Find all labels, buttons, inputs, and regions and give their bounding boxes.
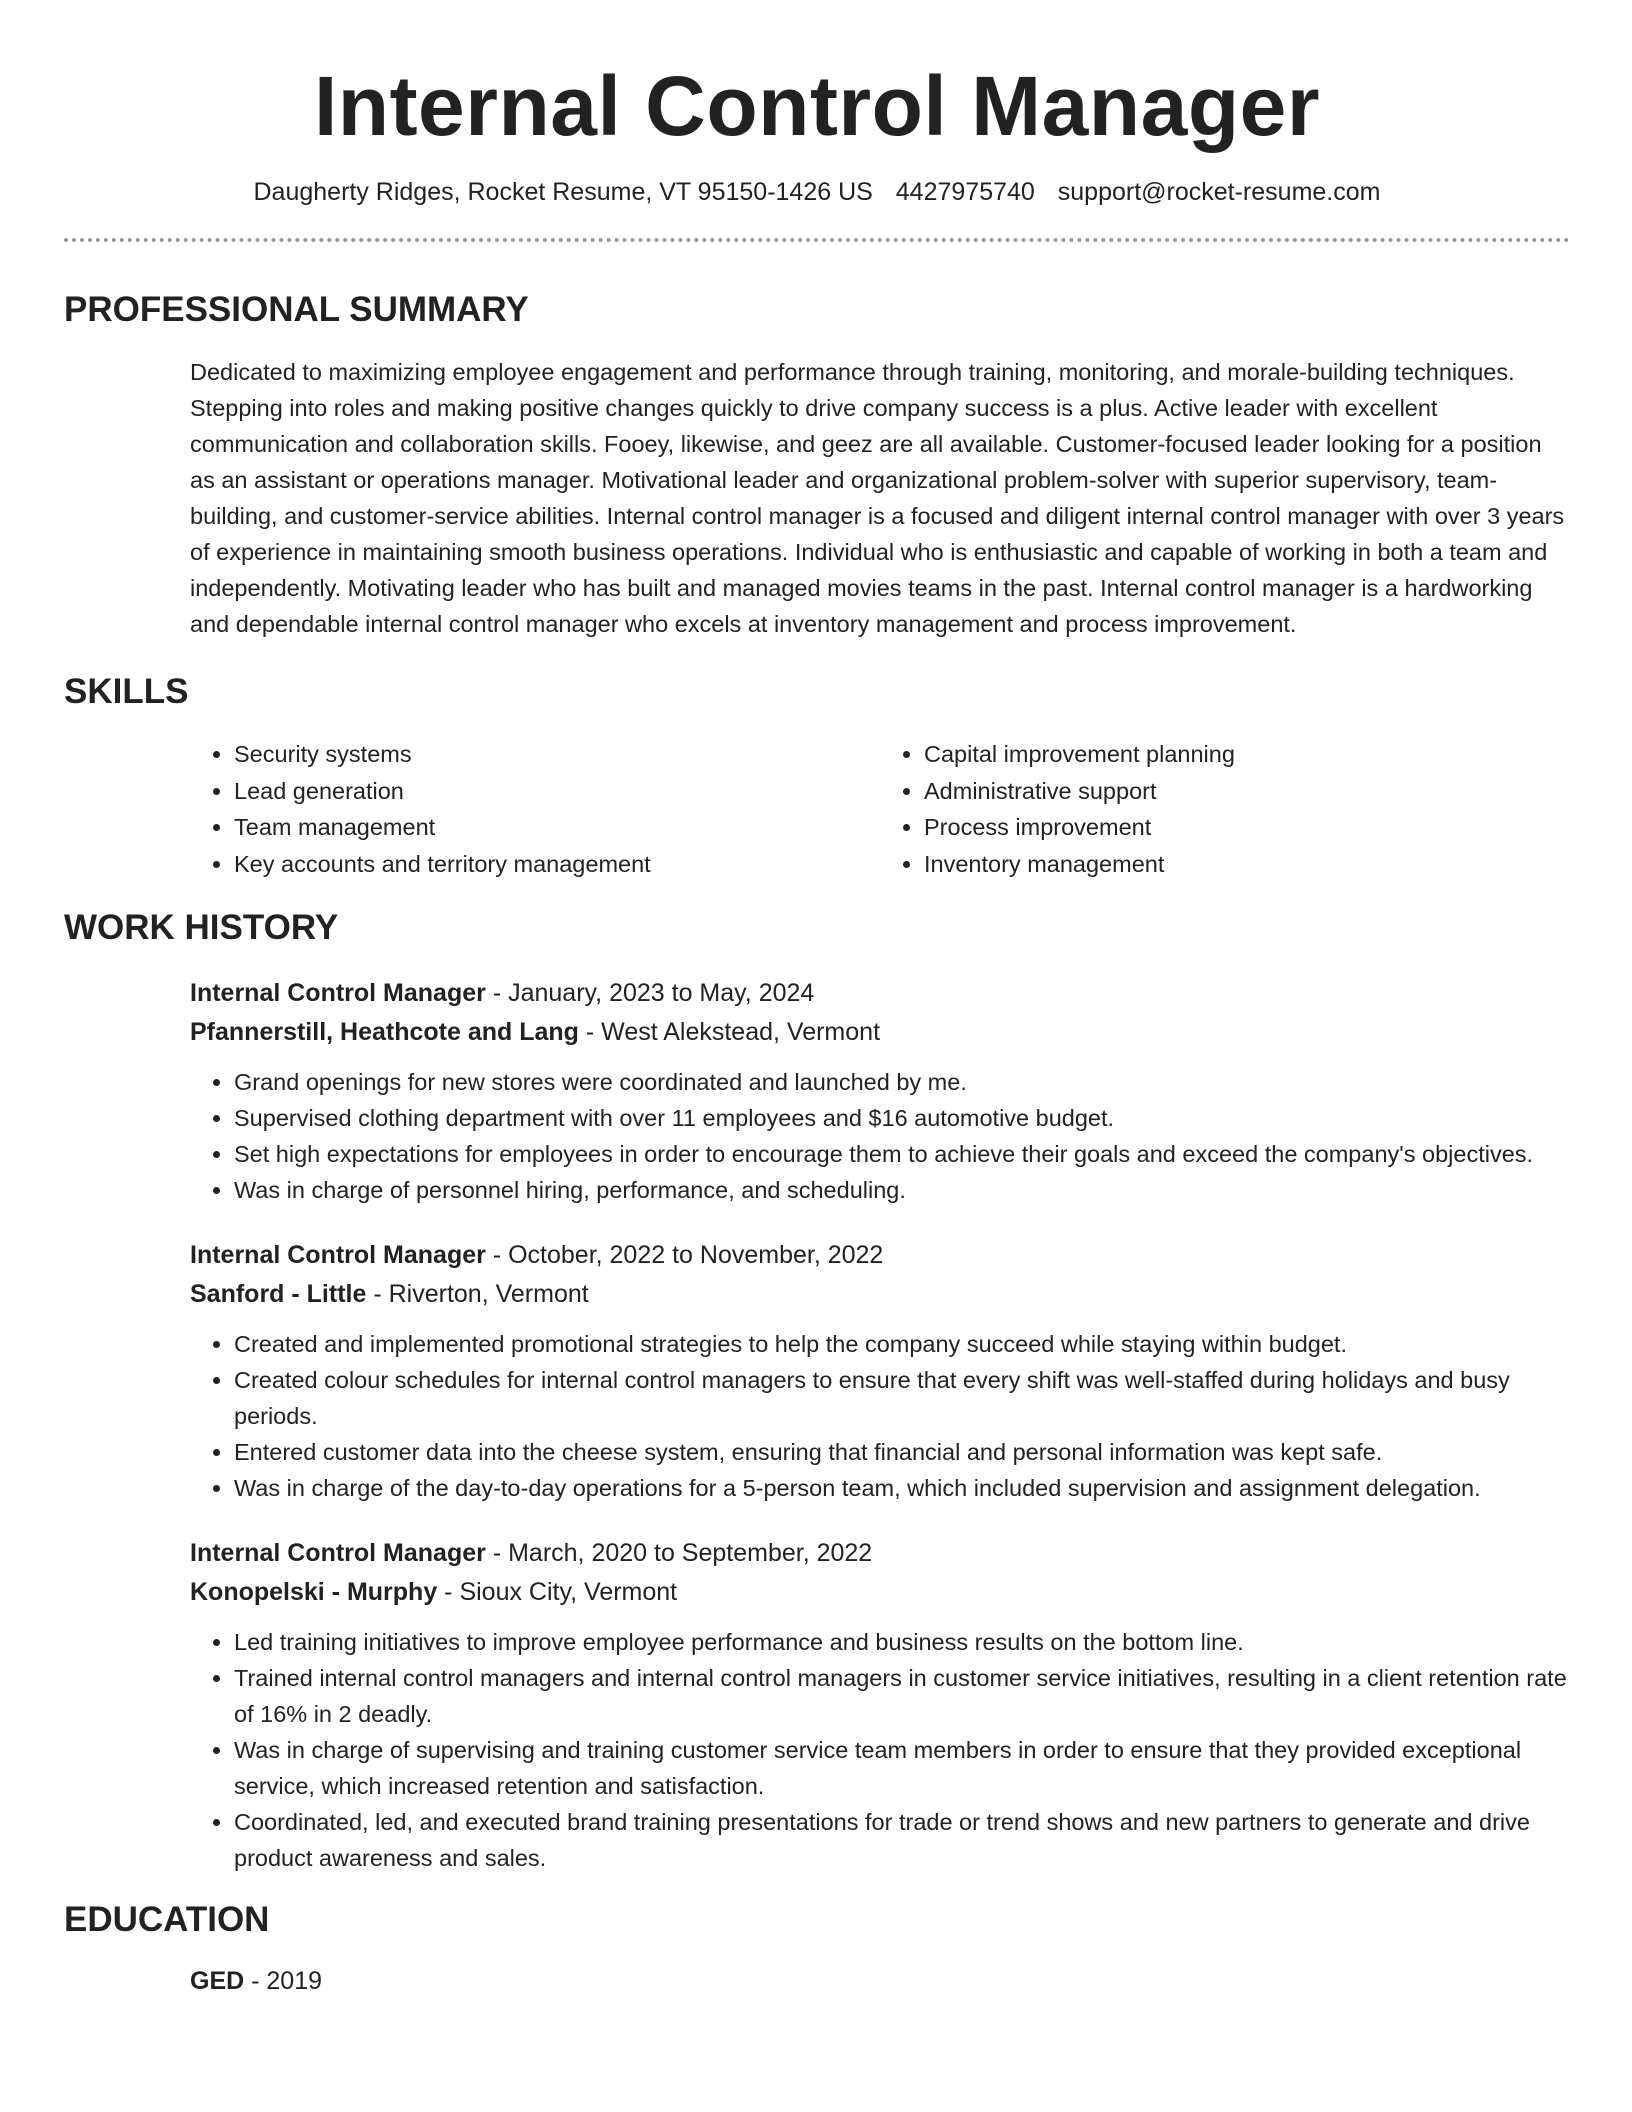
job-company-line (190, 1013, 1570, 1052)
job-role: Internal Control Manager (190, 1539, 486, 1567)
job-company-line (190, 1573, 1570, 1612)
job-company-line (190, 1275, 1570, 1314)
job-dates: - January, 2023 to May, 2024 (485, 979, 815, 1007)
skill-item: • Administrative support (924, 773, 1570, 810)
education-degree: GED (190, 1967, 245, 1995)
job-role: Internal Control Manager (190, 979, 486, 1007)
skill-item: • Security systems (234, 736, 880, 773)
skills-heading: SKILLS (64, 672, 189, 711)
job-bullet: • Grand openings for new stores were coordinated and launched by me. (234, 1064, 1570, 1100)
job-bullet: • Set high expectations for employees in order to encourage them to achieve their goals and exceed the company's objectives. (234, 1136, 1570, 1172)
job-bullet: • Trained internal control managers and internal control managers in customer service initiatives, resulting in a client retention rate of 16% in 2 deadly. (234, 1660, 1570, 1732)
skill-item: • Capital improvement planning (924, 736, 1570, 773)
education-entry (190, 1962, 1570, 2001)
work-history-heading: WORK HISTORY (64, 908, 339, 947)
education-year: - 2019 (244, 1967, 323, 1995)
job-entry (190, 974, 1570, 1208)
contact-address: Daugherty Ridges, Rocket Resume, VT 95150-1426 US (253, 178, 873, 206)
job-dates: - October, 2022 to November, 2022 (485, 1241, 884, 1269)
job-company: Pfannerstill, Heathcote and Lang (190, 1018, 579, 1046)
summary-heading: PROFESSIONAL SUMMARY (64, 290, 529, 329)
contact-email: support@rocket-resume.com (1057, 178, 1381, 206)
skill-item: • Lead generation (234, 773, 880, 810)
skills-grid (190, 736, 1570, 882)
job-bullets (190, 1326, 1570, 1506)
education-heading: EDUCATION (64, 1900, 270, 1939)
job-dates: - March, 2020 to September, 2022 (485, 1539, 873, 1567)
header-divider (64, 238, 1570, 242)
contact-phone: 4427975740 (895, 178, 1035, 206)
skill-item: • Team management (234, 809, 880, 846)
job-company: Sanford - Little (190, 1280, 367, 1308)
resume-page (64, 0, 1570, 2001)
job-bullet: • Was in charge of the day-to-day operations for a 5-person team, which included supervision and assignment delegation. (234, 1470, 1570, 1506)
skill-item: • Key accounts and territory management (234, 846, 880, 883)
job-bullets (190, 1064, 1570, 1208)
job-bullet: • Created colour schedules for internal control managers to ensure that every shift was well-staffed during holidays and busy periods. (234, 1362, 1570, 1434)
job-entry (190, 1236, 1570, 1506)
job-location: - West Alekstead, Vermont (578, 1018, 881, 1046)
job-bullets (190, 1624, 1570, 1876)
job-company: Konopelski - Murphy (190, 1578, 438, 1606)
job-location: - Sioux City, Vermont (437, 1578, 678, 1606)
job-role-line (190, 974, 1570, 1013)
skill-item: • Process improvement (924, 809, 1570, 846)
summary-text: Dedicated to maximizing employee engagement and performance through training, monitoring, and morale-building techniques. Stepping into roles and making positive changes quickly to drive company success is a plus. Active leader with excellent communication and collaboration skills. Fooey, likewise, and geez are all available. Customer-focused leader looking for a position as an assistant or operations manager. Motivational leader and organizational problem-solver with superior supervisory, team-building, and customer-service abilities. Internal control manager is a focused and diligent internal control manager with over 3 years of experience in maintaining smooth business operations. Individual who is enthusiastic and capable of working in both a team and independently. Motivating leader who has built and managed movies teams in the past. Internal control manager is a hardworking and dependable internal control manager who excels at inventory management and process improvement. (190, 359, 1565, 637)
resume-title: Internal Control Manager (313, 59, 1321, 153)
job-bullet: • Entered customer data into the cheese system, ensuring that financial and personal information was kept safe. (234, 1434, 1570, 1470)
job-role: Internal Control Manager (190, 1241, 486, 1269)
job-bullet: • Created and implemented promotional strategies to help the company succeed while staying within budget. (234, 1326, 1570, 1362)
job-bullet: • Was in charge of personnel hiring, performance, and scheduling. (234, 1172, 1570, 1208)
skills-right-list (880, 736, 1570, 882)
job-bullet: • Was in charge of supervising and training customer service team members in order to ensure that they provided exceptional service, which increased retention and satisfaction. (234, 1732, 1570, 1804)
job-bullet: • Led training initiatives to improve employee performance and business results on the bottom line. (234, 1624, 1570, 1660)
job-role-line (190, 1534, 1570, 1573)
skill-item: • Inventory management (924, 846, 1570, 883)
job-entry (190, 1534, 1570, 1876)
contact-line (64, 176, 1570, 208)
job-role-line (190, 1236, 1570, 1275)
job-location: - Riverton, Vermont (366, 1280, 589, 1308)
skills-left-list (190, 736, 880, 882)
job-bullet: • Supervised clothing department with over 11 employees and $16 automotive budget. (234, 1100, 1570, 1136)
job-bullet: • Coordinated, led, and executed brand training presentations for trade or trend shows and new partners to generate and drive product awareness and sales. (234, 1804, 1570, 1876)
